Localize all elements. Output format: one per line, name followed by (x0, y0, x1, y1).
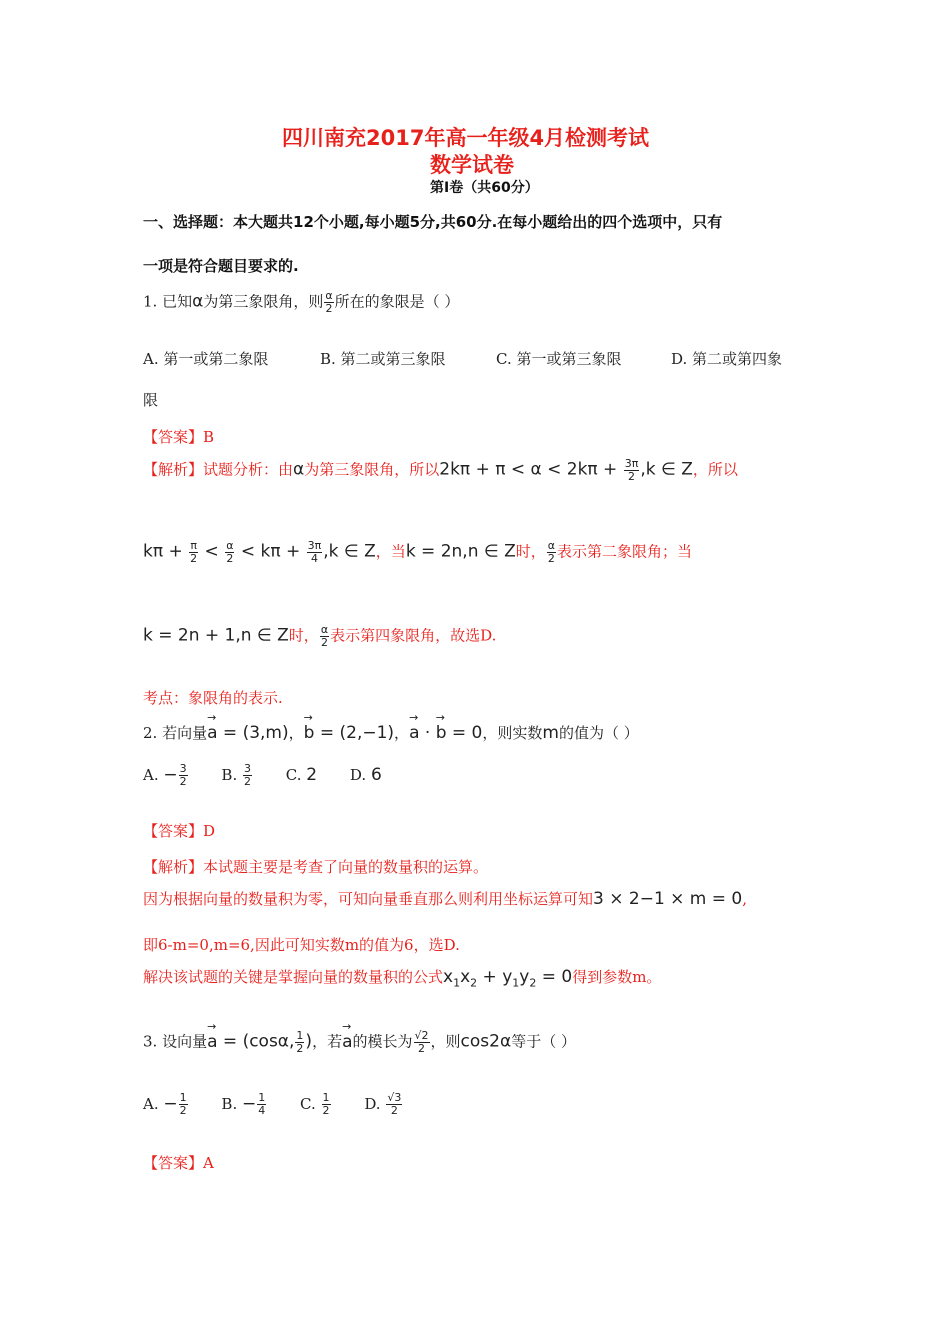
vector-b: → b (304, 723, 315, 743)
q1-answer: 【答案】B (143, 428, 215, 446)
q1-explanation-line1: 【解析】试题分析：由α为第三象限角，所以2kπ + π < α < 2kπ + $\frac{3\pi}{2}$ ,k ∈ Z，所以 (143, 457, 738, 483)
q1-explanation-line2: kπ + $\frac{\pi}{2}$ < $\frac{\alpha}{2}$ < kπ + $\frac{3\pi}{4}$ ,k ∈ Z，当k = 2n,n ∈ Z时， $\frac{\alpha}{2}$ 表示第二象限角；当 (143, 539, 693, 565)
q1-kaodian: 考点：象限角的表示. (143, 689, 283, 707)
question-3: 3. 设向量→ a = (cosα, $\frac{1}{2}$ )，若→ a的模长为 $\frac{√2}{2}$ ，则cos2α等于（ ） (143, 1030, 576, 1055)
q1-option-c: C. 第一或第三象限 (496, 350, 622, 368)
question-2: 2. 若向量→ a = (3,m)，→ b = (2,−1)，→ a · → b = 0，则实数m的值为（ ） (143, 722, 639, 743)
q2-option-c: C. 2 (285, 764, 318, 785)
q3-option-a: A. − $\frac{1}{2}$ (143, 1091, 187, 1117)
q2-option-a: A. − $\frac{3}{2}$ (143, 762, 187, 788)
section-instructions: 一、选择题：本大题共12个小题,每小题5分,共60分.在每小题给出的四个选项中，只有 (143, 213, 723, 231)
q3-option-b: B. − $\frac{1}{4}$ (221, 1091, 266, 1117)
q2-explanation-1: 【解析】本试题主要是考查了向量的数量积的运算。 (143, 858, 489, 876)
q1-option-d-wrap: 限 (143, 391, 159, 409)
q3-answer: 【答案】A (143, 1154, 214, 1172)
q2-explanation-2: 因为根据向量的数量积为零，可知向量垂直那么则利用坐标运算可知3 × 2−1 × m = 0, (143, 889, 748, 909)
q1-mid: 为第三象限角，则 (203, 292, 324, 311)
q3-options (143, 1092, 403, 1117)
q3-option-c: C. $\frac{1}{2}$ (300, 1091, 330, 1117)
section-instructions-cont: 一项是符合题目要求的. (143, 257, 299, 275)
q1-post: 所在的象限是（ ） (334, 292, 460, 311)
q2-explanation-3: 即6-m=0,m=6,因此可知实数m的值为6，选D. (143, 936, 460, 954)
vector-a: → a (207, 723, 217, 743)
q2-option-b: B. $\frac{3}{2}$ (221, 762, 251, 788)
q1-prefix: 1. 已知 (143, 292, 193, 311)
question-1 (143, 290, 459, 315)
q1-fraction: $\frac{\alpha}{2}$ (325, 289, 333, 315)
page-subtitle: 数学试卷 (430, 153, 514, 177)
q1-alpha: α (192, 291, 204, 312)
q1-option-a: A. 第一或第二象限 (143, 350, 269, 368)
q1-option-b: B. 第二或第三象限 (320, 350, 446, 368)
q2-answer: 【答案】D (143, 822, 216, 840)
page-title: 四川南充2017年高一年级4月检测考试 (282, 126, 650, 150)
q1-explanation-line3: k = 2n + 1,n ∈ Z时， $\frac{\alpha}{2}$ 表示第四象限角，故选D. (143, 623, 497, 649)
q1-option-d: D. 第二或第四象 (671, 350, 783, 368)
volume-heading: 第Ⅰ卷（共60分） (430, 180, 539, 196)
q3-option-d: D. $\frac{√3}{2}$ (364, 1091, 402, 1117)
q2-explanation-4: 解决该试题的关键是掌握向量的数量积的公式$x_1x_2 + y_1y_2 = 0$得到参数m。 (143, 967, 662, 990)
q2-option-d: D. 6 (349, 764, 382, 785)
q2-options (143, 763, 382, 788)
